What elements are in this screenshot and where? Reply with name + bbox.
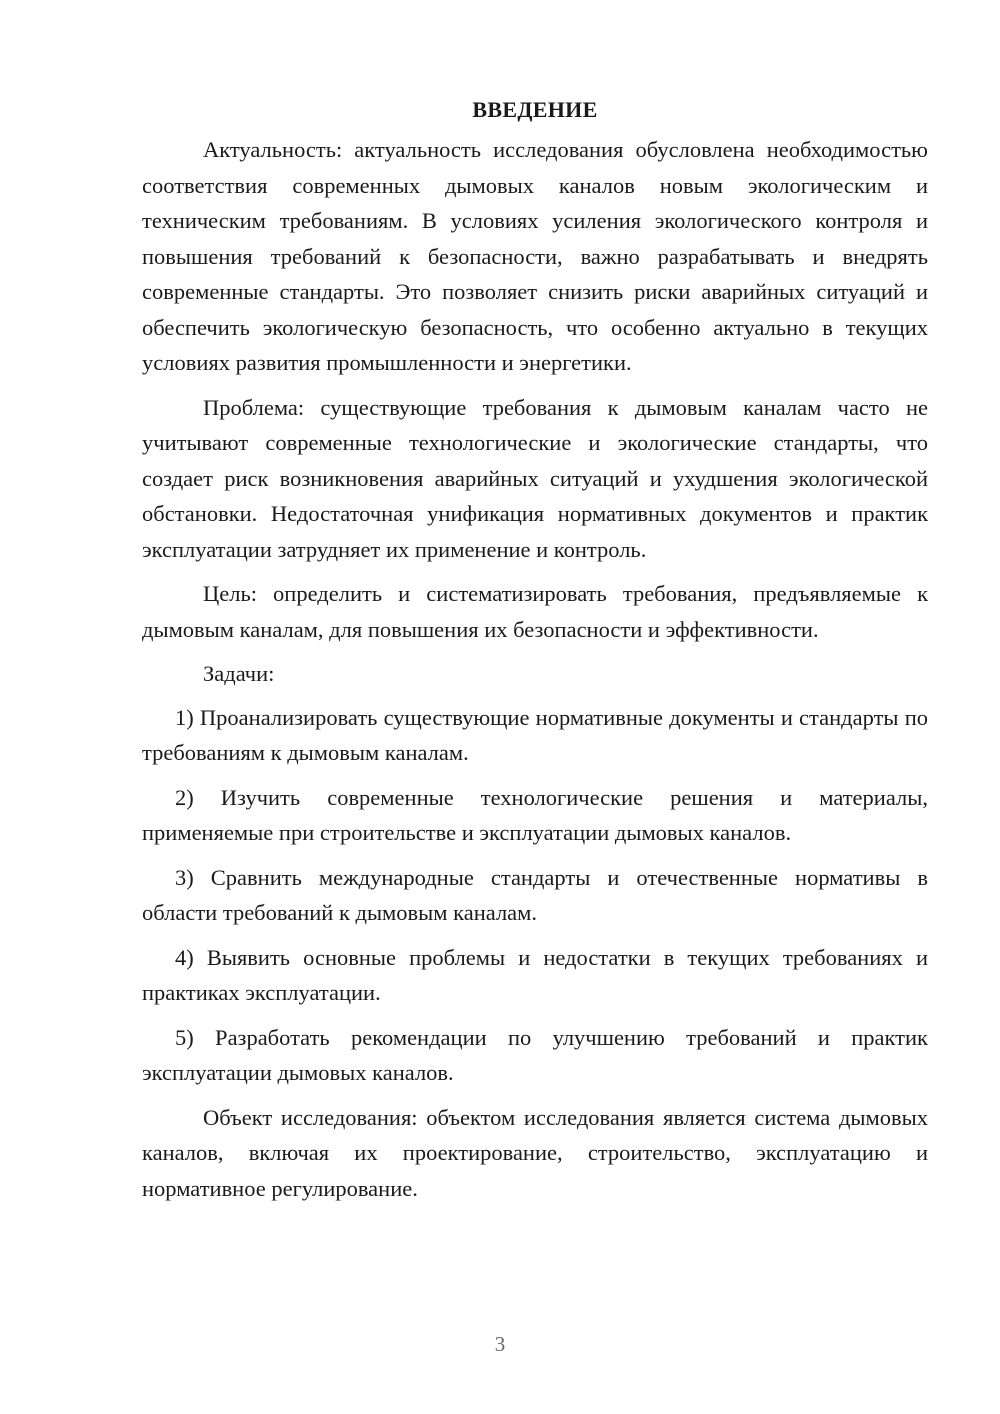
section-title: ВВЕДЕНИЕ	[472, 97, 598, 122]
paragraph-goal: Цель: определить и систематизировать требования, предъявляемые к дымовым каналам, для повышения их безопасности и эффективности.	[142, 581, 928, 642]
task-item-1: 1) Проанализировать существующие нормативные документы и стандарты по требованиям к дымовым каналам.	[142, 704, 928, 765]
task-item-2: 2) Изучить современные технологические решения и материалы, применяемые при строительстве и эксплуатации дымовых каналов.	[142, 784, 928, 845]
paragraph-object: Объект исследования: объектом исследования является система дымовых каналов, включая их проектирование, строительство, эксплуатацию и нормативное регулирование.	[142, 1104, 928, 1201]
page-number: 3	[494, 1332, 506, 1356]
task-item-5: 5) Разработать рекомендации по улучшению требований и практик эксплуатации дымовых каналов.	[142, 1024, 928, 1085]
tasks-heading: Задачи:	[203, 661, 275, 686]
document-page	[142, 92, 928, 1215]
paragraph-problem: Проблема: существующие требования к дымовым каналам часто не учитывают современные технологические и экологические стандарты, что создает риск возникновения аварийных ситуаций и ухудшения экологической обстановки. Недостаточная унификация нормативных документов и практик эксплуатации затрудняет их применение и контроль.	[142, 394, 928, 562]
task-item-3: 3) Сравнить международные стандарты и отечественные нормативы в области требований к дымовым каналам.	[142, 864, 928, 925]
task-item-4: 4) Выявить основные проблемы и недостатки в текущих требованиях и практиках эксплуатации.	[142, 944, 928, 1005]
paragraph-relevance: Актуальность: актуальность исследования обусловлена необходимостью соответствия современных дымовых каналов новым экологическим и техническим требованиям. В условиях усиления экологического контроля и повышения требований к безопасности, важно разрабатывать и внедрять современные стандарты. Это позволяет снизить риски аварийных ситуаций и обеспечить экологическую безопасность, что особенно актуально в текущих условиях развития промышленности и энергетики.	[142, 137, 928, 375]
